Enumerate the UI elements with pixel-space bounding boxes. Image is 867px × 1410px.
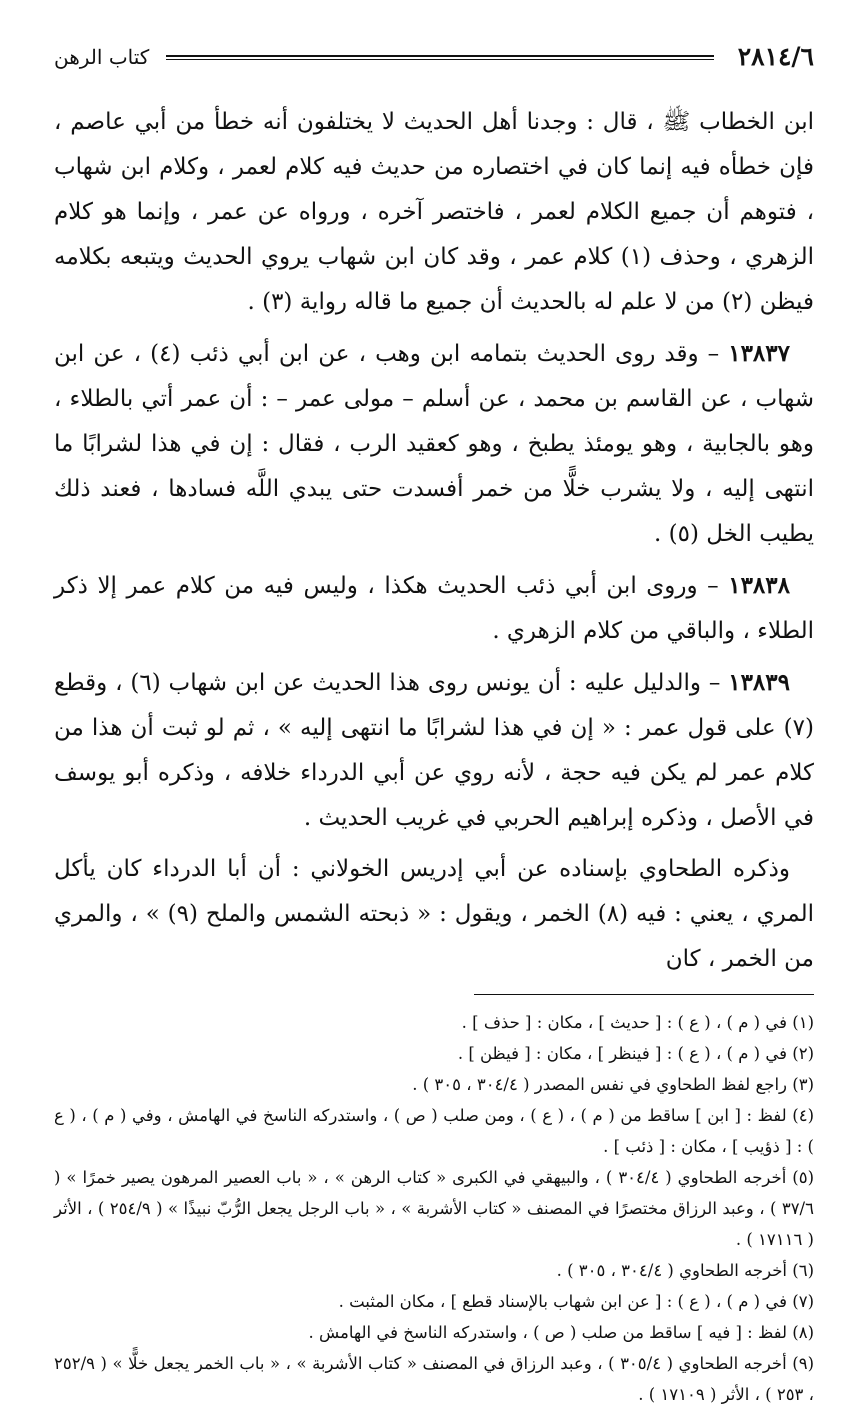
paragraph-number: ١٣٨٣٨ bbox=[728, 572, 790, 599]
paragraph-number: ١٣٨٣٩ bbox=[728, 669, 790, 696]
footnotes bbox=[54, 1007, 814, 1410]
running-title: كتاب الرهن bbox=[54, 45, 150, 69]
paragraph-number: ١٣٨٣٧ bbox=[728, 340, 790, 367]
paragraph-text: ابن الخطاب ﷺ ، قال : وجدنا أهل الحديث لا يختلفون أنه خطأ من أبي عاصم ، فإن خطأه فيه إنما كان في اختصاره من حديث فيه كلام لعمر ، وكلام ابن شهاب ، فتوهم أن جميع الكلام لعمر ، فاختصر آخره ، ورواه عن عمر ، وإنما هو كلام الزهري ، وحذف (١) كلام عمر ، وقد كان ابن شهاب يروي الحديث ويتبعه بكلامه فيظن (٢) من لا علم له بالحديث أن جميع ما قاله رواية (٣) . bbox=[54, 109, 814, 315]
book-page bbox=[54, 40, 814, 1410]
footnote: (٨) لفظ : [ فيه ] ساقط من صلب ( ص ) ، واستدركه الناسخ في الهامش . bbox=[308, 1323, 814, 1342]
numbered-paragraph bbox=[54, 331, 814, 557]
paragraph-text: – وروى ابن أبي ذئب الحديث هكذا ، وليس فيه من كلام عمر إلا ذكر الطلاء ، والباقي من كلام الزهري . bbox=[54, 573, 814, 644]
footnote: (٧) في ( م ) ، ( ع ) : [ عن ابن شهاب بالإسناد قطع ] ، مكان المثبت . bbox=[338, 1292, 814, 1311]
footnote: (٦) أخرجه الطحاوي ( ٣٠٤/٤ ، ٣٠٥ ) . bbox=[556, 1261, 814, 1280]
footnote-separator bbox=[474, 994, 814, 995]
paragraph-text: – والدليل عليه : أن يونس روى هذا الحديث عن ابن شهاب (٦) ، وقطع (٧) على قول عمر : « إن في هذا لشرابًا ما انتهى إليه » ، ثم لو ثبت أن هذا من كلام عمر لم يكن فيه حجة ، لأنه روي عن أبي الدرداء خلافه ، وذكره أبو يوسف في الأصل ، وذكره إبراهيم الحربي في غريب الحديث . bbox=[54, 670, 814, 831]
footnote: (٢) في ( م ) ، ( ع ) : [ فينظر ] ، مكان : [ فيظن ] . bbox=[457, 1044, 814, 1063]
numbered-paragraph bbox=[54, 563, 814, 654]
page-number: ٢٨١٤/٦ bbox=[737, 42, 814, 71]
paragraph-text: – وقد روى الحديث بتمامه ابن وهب ، عن ابن أبي ذئب (٤) ، عن ابن شهاب ، عن القاسم بن محمد ، عن أسلم – مولى عمر – : أن عمر أتي بالطلاء ، وهو بالجابية ، وهو يومئذ يطبخ ، وهو كعقيد الرب ، فقال : إن في هذا لشرابًا ما انتهى إليه ، ولا يشرب خلًّا من خمر أفسدت حتى يبدي اللَّه فسادها ، فعند ذلك يطيب الخل (٥) . bbox=[54, 341, 814, 547]
footnote: (١) في ( م ) ، ( ع ) : [ حديث ] ، مكان : [ حذف ] . bbox=[461, 1013, 814, 1032]
paragraph-text: وذكره الطحاوي بإسناده عن أبي إدريس الخولاني : أن أبا الدرداء كان يأكل المري ، يعني : فيه (٨) الخمر ، ويقول : « ذبحته الشمس والملح (٩) » ، والمري من الخمر ، كان bbox=[54, 856, 814, 972]
paragraph bbox=[54, 847, 814, 982]
footnote: (٩) أخرجه الطحاوي ( ٣٠٥/٤ ) ، وعبد الرزاق في المصنف « كتاب الأشربة » ، « باب الخمر يجعل خلًّا » ( ٢٥٢/٩ ، ٢٥٣ ) ، الأثر ( ١٧١٠٩ ) . bbox=[54, 1354, 814, 1404]
paragraph bbox=[54, 100, 814, 325]
footnote: (٥) أخرجه الطحاوي ( ٣٠٤/٤ ) ، والبيهقي في الكبرى « كتاب الرهن » ، « باب العصير المرهون يصير خمرًا » ( ٣٧/٦ ) ، وعبد الرزاق مختصرًا في المصنف « كتاب الأشربة » ، « باب الرجل يجعل الرُّبّ نبيذًا » ( ٢٥٤/٩ ) ، الأثر ( ١٧١١٦ ) . bbox=[54, 1168, 814, 1249]
header-rule bbox=[166, 55, 714, 60]
numbered-paragraph bbox=[54, 660, 814, 841]
main-text bbox=[54, 100, 814, 982]
page-header bbox=[54, 40, 814, 76]
footnote: (٣) راجع لفظ الطحاوي في نفس المصدر ( ٣٠٤/٤ ، ٣٠٥ ) . bbox=[412, 1075, 814, 1094]
footnote: (٤) لفظ : [ ابن ] ساقط من ( م ) ، ( ع ) ، ومن صلب ( ص ) ، واستدركه الناسخ في الهامش ، وفي ( م ) ، ( ع ) : [ ذؤيب ] ، مكان : [ ذئب ] . bbox=[54, 1106, 814, 1156]
